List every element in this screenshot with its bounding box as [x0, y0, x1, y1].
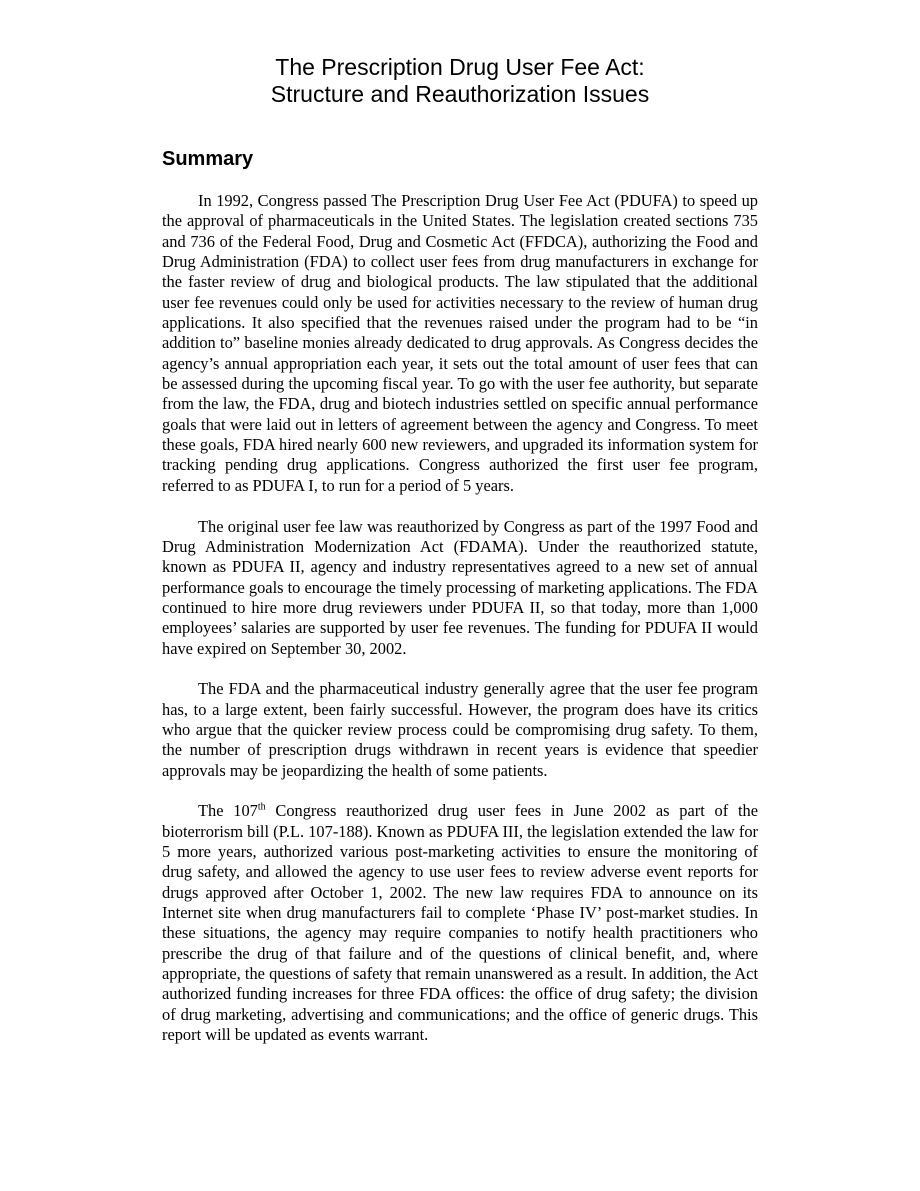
paragraph-4-prefix: The 107 — [198, 801, 258, 821]
section-heading-summary: Summary — [162, 148, 254, 170]
summary-paragraph-4 — [162, 801, 758, 1045]
summary-paragraph-1: In 1992, Congress passed The Prescription Drug User Fee Act (PDUFA) to speed up the approval of pharmaceuticals in the United States. The legislation created sections 735 and 736 of the Federal Food, Drug and Cosmetic Act (FFDCA), authorizing the Food and Drug Administration (FDA) to collect user fees from drug manufacturers in exchange for the faster review of drug and biological products. The law stipulated that the additional user fee revenues could only be used for activities necessary to the review of human drug applications. It also specified that the revenues raised under the program had to be “in addition to” baseline monies already dedicated to drug approvals. As Congress decides the agency’s annual appropriation each year, it sets out the total amount of user fees that can be assessed during the upcoming fiscal year. To go with the user fee authority, but separate from the law, the FDA, drug and biotech industries settled on specific annual performance goals that were laid out in letters of agreement between the agency and Congress. To meet these goals, FDA hired nearly 600 new reviewers, and upgraded its information system for tracking pending drug applications. Congress authorized the first user fee program, referred to as PDUFA I, to run for a period of 5 years. — [162, 191, 758, 495]
document-title — [162, 54, 758, 108]
document-page — [162, 54, 758, 1045]
summary-paragraph-3: The FDA and the pharmaceutical industry generally agree that the user fee program has, to a large extent, been fairly successful. However, the program does have its critics who argue that the quicker review process could be compromising drug safety. To them, the number of prescription drugs withdrawn in recent years is evidence that speedier approvals may be jeopardizing the health of some patients. — [162, 679, 758, 780]
ordinal-superscript: th — [257, 801, 266, 813]
paragraph-4-body: Congress reauthorized drug user fees in June 2002 as part of the bioterrorism bill (P.L. 107-188). Known as PDUFA III, the legislation extended the law for 5 more years, authorized various post-marketing activities to ensure the monitoring of drug safety, and allowed the agency to use user fees to review adverse event reports for drugs approved after October 1, 2002. The new law requires FDA to announce on its Internet site when drug manufacturers fail to complete ‘Phase IV’ post-market studies. In these situations, the agency may require companies to notify health practitioners who prescribe the drug of that failure and of the questions of clinical benefit, and, where appropriate, the questions of safety that remain unanswered as a result. In addition, the Act authorized funding increases for three FDA offices: the office of drug safety; the division of drug marketing, advertising and communications; and the office of generic drugs. This report will be updated as events warrant. — [162, 801, 759, 1045]
summary-paragraph-2: The original user fee law was reauthorized by Congress as part of the 1997 Food and Drug Administration Modernization Act (FDAMA). Under the reauthorized statute, known as PDUFA II, agency and industry representatives agreed to a new set of annual performance goals to encourage the timely processing of marketing applications. The FDA continued to hire more drug reviewers under PDUFA II, so that today, more than 1,000 employees’ salaries are supported by user fee revenues. The funding for PDUFA II would have expired on September 30, 2002. — [162, 516, 758, 658]
title-line-1: The Prescription Drug User Fee Act: — [275, 54, 645, 80]
title-line-2: Structure and Reauthorization Issues — [270, 81, 650, 107]
